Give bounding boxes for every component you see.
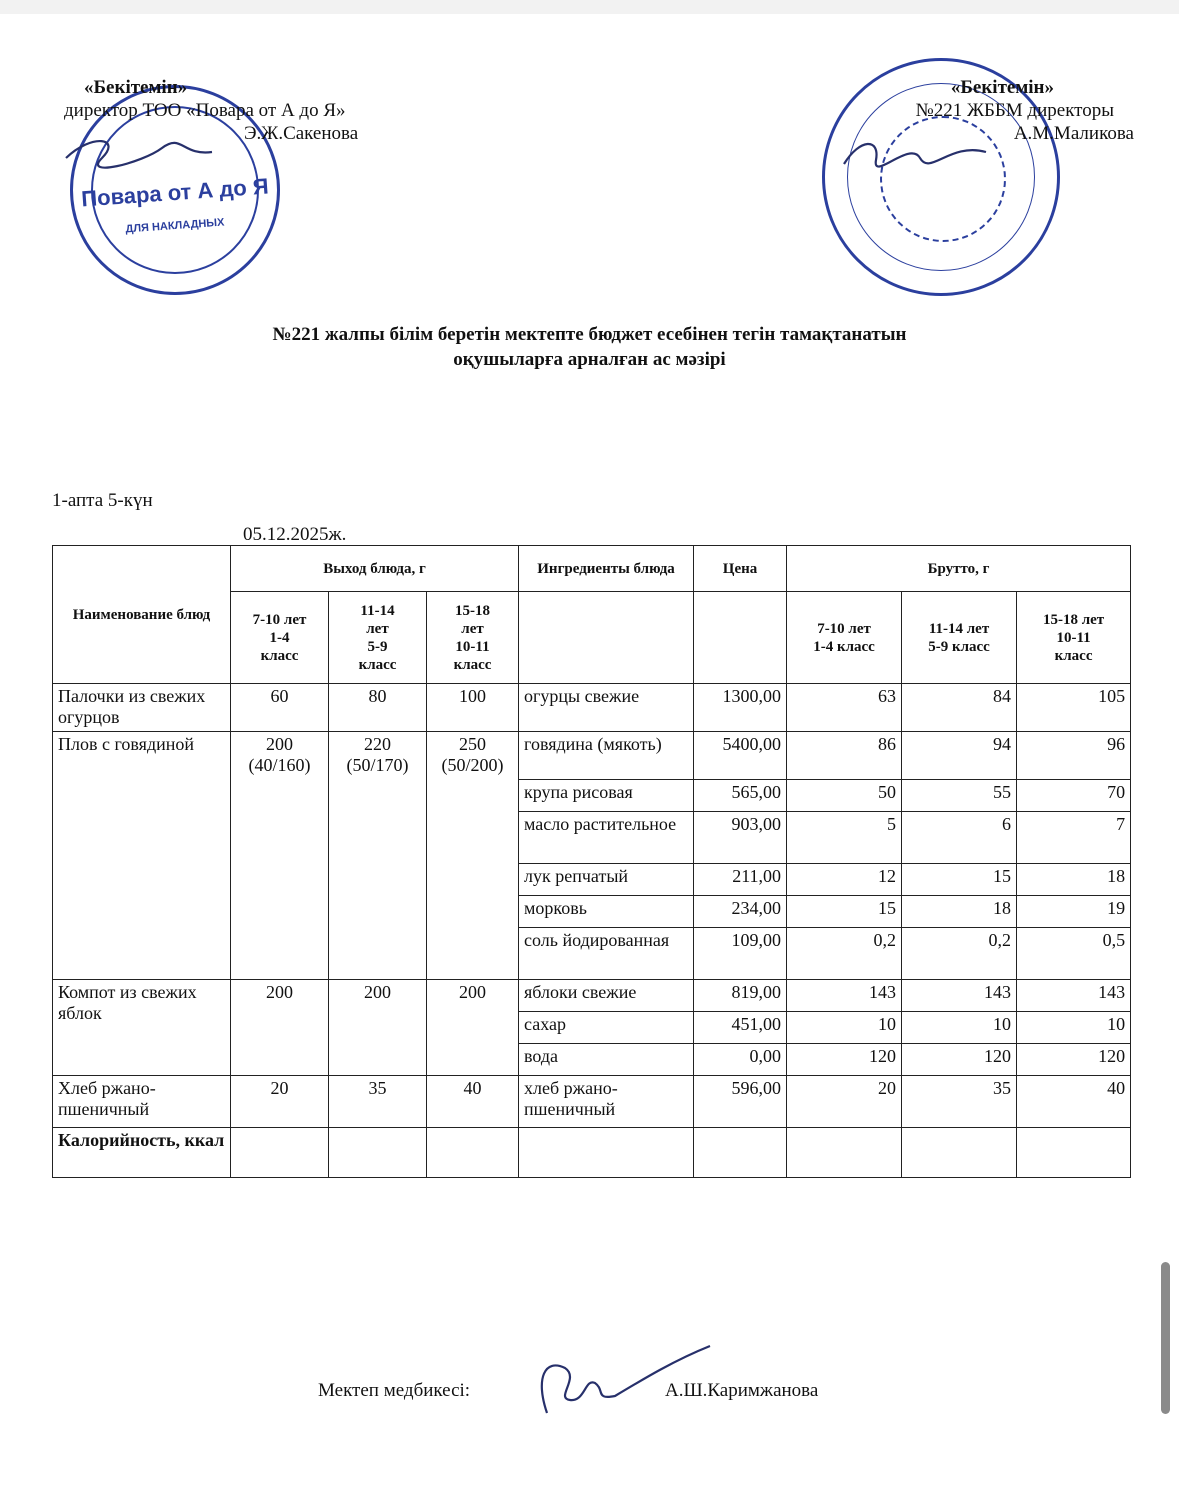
header-text: 11-14	[360, 602, 395, 619]
header-text: 7-10 лет	[817, 620, 871, 637]
gross-age1: 86	[787, 732, 902, 780]
ingredient-price: 451,00	[694, 1012, 787, 1044]
header-gr-age2	[902, 592, 1017, 684]
title-line1: №221 жалпы білім беретін мектепте бюджет есебінен тегін тамақтанатын	[272, 324, 907, 345]
out-age2: 200	[329, 980, 427, 1076]
gross-age3: 105	[1017, 684, 1131, 732]
top-bar	[0, 0, 1179, 14]
out-age3: 200	[427, 980, 519, 1076]
header-text: 10-11	[1056, 629, 1091, 646]
approval-left-line2: Э.Ж.Сакенова	[244, 123, 359, 144]
out-age3: 250 (50/200)	[427, 732, 519, 980]
header-text: 15-18 лет	[1042, 611, 1105, 628]
gross-age1: 0,2	[787, 928, 902, 980]
header-text: 5-9 класс	[928, 638, 990, 655]
gross-age2: 18	[902, 896, 1017, 928]
approval-left-line1: директор ТОО «Повара от А до Я»	[64, 100, 346, 121]
dish-name: Палочки из свежих огурцов	[53, 684, 231, 732]
approval-right-line1: №221 ЖББМ директоры	[915, 100, 1114, 121]
gross-age1: 63	[787, 684, 902, 732]
ingredient-name: хлеб ржано-пшеничный	[519, 1076, 694, 1128]
ingredient-name: яблоки свежие	[519, 980, 694, 1012]
header-ingredients-empty	[519, 592, 694, 684]
ingredient-price: 819,00	[694, 980, 787, 1012]
director-signature-left	[62, 128, 222, 178]
header-ingredients: Ингредиенты блюда	[519, 546, 694, 592]
ingredient-name: вода	[519, 1044, 694, 1076]
gross-age2: 0,2	[902, 928, 1017, 980]
gross-age1: 143	[787, 980, 902, 1012]
gross-age3: 7	[1017, 812, 1131, 864]
empty-cell	[694, 1128, 787, 1178]
calorie-label: Калорийность, ккал	[53, 1128, 231, 1178]
gross-age2: 10	[902, 1012, 1017, 1044]
empty-cell	[1017, 1128, 1131, 1178]
out-age3: 100	[427, 684, 519, 732]
scrollbar-thumb[interactable]	[1161, 1262, 1170, 1414]
ingredient-name: сахар	[519, 1012, 694, 1044]
ingredient-name: огурцы свежие	[519, 684, 694, 732]
ingredient-price: 5400,00	[694, 732, 787, 780]
menu-date: 05.12.2025ж.	[243, 524, 347, 545]
ingredient-price: 1300,00	[694, 684, 787, 732]
ingredient-price: 565,00	[694, 780, 787, 812]
title-line2: оқушыларға арналған ас мәзірі	[453, 349, 726, 370]
header-out-age3	[427, 592, 519, 684]
stamp-subtext: ДЛЯ НАКЛАДНЫХ	[125, 216, 225, 236]
table-row	[53, 732, 1131, 780]
out-age1: 60	[231, 684, 329, 732]
header-gr-age1	[787, 592, 902, 684]
gross-age3: 96	[1017, 732, 1131, 780]
week-day: 1-апта 5-күн	[52, 490, 153, 511]
gross-age2: 15	[902, 864, 1017, 896]
gross-age1: 120	[787, 1044, 902, 1076]
gross-age1: 20	[787, 1076, 902, 1128]
gross-age2: 55	[902, 780, 1017, 812]
ingredient-name: соль йодированная	[519, 928, 694, 980]
table-row	[53, 1076, 1131, 1128]
empty-cell	[329, 1128, 427, 1178]
table-row	[53, 684, 1131, 732]
header-text: 1-4	[269, 629, 290, 646]
empty-cell	[519, 1128, 694, 1178]
empty-cell	[231, 1128, 329, 1178]
dish-name: Хлеб ржано-пшеничный	[53, 1076, 231, 1128]
gross-age2: 6	[902, 812, 1017, 864]
header-text: 1-4 класс	[813, 638, 875, 655]
gross-age2: 84	[902, 684, 1017, 732]
header-price: Цена	[694, 546, 787, 592]
header-text: лет	[461, 620, 484, 637]
header-text: 15-18	[455, 602, 491, 619]
out-age2: 220 (50/170)	[329, 732, 427, 980]
ingredient-name: говядина (мякоть)	[519, 732, 694, 780]
gross-age3: 120	[1017, 1044, 1131, 1076]
header-text: класс	[453, 656, 492, 673]
ingredient-name: лук репчатый	[519, 864, 694, 896]
approval-right-line2: А.М.Маликова	[1013, 123, 1134, 144]
gross-age3: 40	[1017, 1076, 1131, 1128]
gross-age3: 18	[1017, 864, 1131, 896]
document-title	[0, 322, 1179, 372]
ingredient-price: 596,00	[694, 1076, 787, 1128]
header-text: класс	[1054, 647, 1093, 664]
header-out-age2	[329, 592, 427, 684]
gross-age1: 12	[787, 864, 902, 896]
empty-cell	[787, 1128, 902, 1178]
header-dish-name: Наименование блюд	[53, 546, 231, 684]
approval-left-heading: «Бекітемін»	[84, 77, 188, 98]
ingredient-name: масло растительное	[519, 812, 694, 864]
dish-name: Плов с говядиной	[53, 732, 231, 980]
gross-age2: 120	[902, 1044, 1017, 1076]
empty-cell	[427, 1128, 519, 1178]
header-text: класс	[260, 647, 299, 664]
ingredient-name: морковь	[519, 896, 694, 928]
gross-age1: 50	[787, 780, 902, 812]
out-age2: 80	[329, 684, 427, 732]
table-row-calories	[53, 1128, 1131, 1178]
nurse-label: Мектеп медбикесі:	[318, 1380, 471, 1401]
menu-table	[52, 545, 1131, 1178]
header-gross: Брутто, г	[787, 546, 1131, 592]
ingredient-name: крупа рисовая	[519, 780, 694, 812]
header-text: 11-14 лет	[928, 620, 990, 637]
header-text: класс	[358, 656, 397, 673]
ingredient-price: 903,00	[694, 812, 787, 864]
dish-name: Компот из свежих яблок	[53, 980, 231, 1076]
gross-age3: 70	[1017, 780, 1131, 812]
header-text: 10-11	[455, 638, 490, 655]
gross-age3: 143	[1017, 980, 1131, 1012]
header-price-empty	[694, 592, 787, 684]
gross-age2: 35	[902, 1076, 1017, 1128]
out-age3: 40	[427, 1076, 519, 1128]
out-age1: 200 (40/160)	[231, 732, 329, 980]
out-age2: 35	[329, 1076, 427, 1128]
gross-age1: 10	[787, 1012, 902, 1044]
out-age1: 20	[231, 1076, 329, 1128]
table-row	[53, 980, 1131, 1012]
ingredient-price: 234,00	[694, 896, 787, 928]
gross-age1: 5	[787, 812, 902, 864]
out-age1: 200	[231, 980, 329, 1076]
header-text: 5-9	[367, 638, 388, 655]
ingredient-price: 0,00	[694, 1044, 787, 1076]
gross-age3: 19	[1017, 896, 1131, 928]
approval-right-heading: «Бекітемін»	[950, 77, 1054, 98]
header-gr-age3	[1017, 592, 1131, 684]
nurse-name: А.Ш.Каримжанова	[665, 1380, 819, 1401]
header-text: лет	[366, 620, 389, 637]
ingredient-price: 211,00	[694, 864, 787, 896]
empty-cell	[902, 1128, 1017, 1178]
director-signature-right	[840, 130, 990, 180]
header-output: Выход блюда, г	[231, 546, 519, 592]
stamp-company-name: Повара от А до Я	[80, 173, 270, 212]
gross-age1: 15	[787, 896, 902, 928]
header-out-age1	[231, 592, 329, 684]
ingredient-price: 109,00	[694, 928, 787, 980]
header-text: 7-10 лет	[252, 611, 307, 628]
gross-age3: 10	[1017, 1012, 1131, 1044]
gross-age2: 94	[902, 732, 1017, 780]
gross-age3: 0,5	[1017, 928, 1131, 980]
gross-age2: 143	[902, 980, 1017, 1012]
